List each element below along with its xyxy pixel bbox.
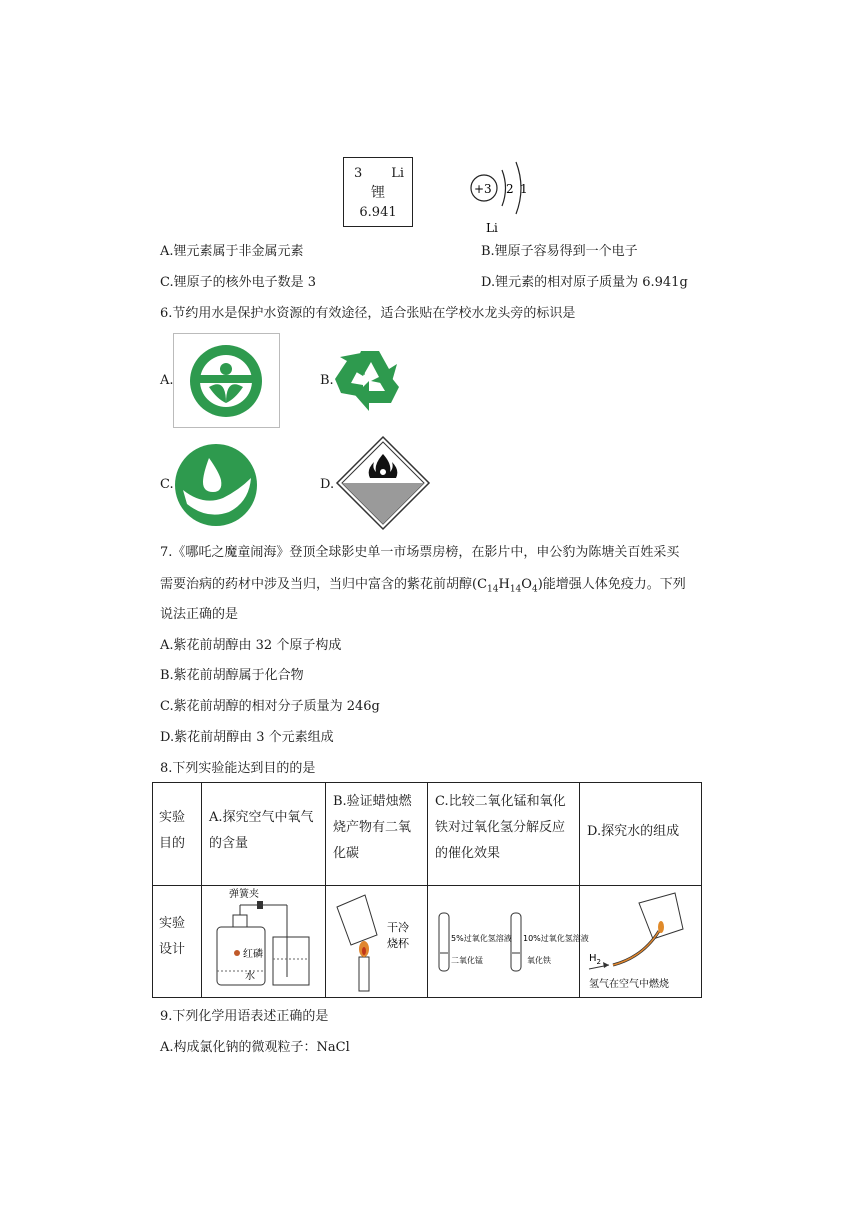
q5-option-d: D.锂元素的相对原子质量为 6.941g	[481, 275, 688, 290]
purpose-d: D.探究水的组成	[587, 824, 680, 839]
shell2-count: 1	[520, 182, 528, 196]
experiment-table	[152, 782, 702, 998]
label-h2o2-5: 5%过氧化氢溶液	[451, 934, 512, 943]
shell1-count: 2	[506, 182, 514, 196]
label-mno2: 二氧化锰	[451, 956, 483, 965]
q9-stem: 9.下列化学用语表述正确的是	[160, 1009, 329, 1024]
label-h2o2-10: 10%过氧化氢溶液	[523, 934, 589, 943]
q7-option-d: D.紫花前胡醇由 3 个元素组成	[160, 730, 334, 745]
purpose-b: B.验证蜡烛燃烧产物有二氧化碳	[333, 794, 412, 861]
q5-option-c: C.锂原子的核外电子数是 3	[160, 275, 317, 290]
q7-option-b: B.紫花前胡醇属于化合物	[160, 668, 304, 683]
element-name: 锂	[371, 185, 385, 201]
label-cold-beaker-1: 干冷	[387, 921, 409, 934]
atom-label: Li	[486, 221, 498, 235]
label-spring-clamp: 弹簧夹	[229, 889, 259, 900]
element-symbol: Li	[391, 166, 404, 181]
q9-option-a: A.构成氯化钠的微观粒子：NaCl	[160, 1040, 350, 1055]
q7-stem-line2: 需要治病的药材中涉及当归，当归中富含的紫花前胡醇$(C_{14}H_{14}O_4)$能增强人体免疫力。下列	[160, 577, 686, 595]
shell-arc-1	[502, 170, 506, 206]
apparatus-c-diagram	[431, 887, 589, 995]
q6-stem: 6.节约用水是保护水资源的有效途径，适合张贴在学校水龙头旁的标识是	[160, 306, 576, 321]
nucleus-charge: +3	[474, 182, 492, 196]
apparatus-d-diagram	[583, 887, 701, 995]
element-card	[343, 157, 413, 227]
label-fe2o3: 氧化铁	[527, 956, 551, 965]
q7-stem-line1: 7.《哪吒之魔童闹海》登顶全球影史单一市场票房榜，在影片中，申公豹为陈塘关百姓采买	[160, 545, 680, 560]
atomic-mass: 6.941	[359, 205, 397, 220]
q7-option-c: C.紫花前胡醇的相对分子质量为 246g	[160, 699, 380, 714]
purpose-a: A.探究空气中氧气的含量	[209, 810, 314, 851]
atom-structure-diagram	[462, 158, 542, 238]
purpose-c: C.比较二氧化锰和氧化铁对过氧化氢分解反应的催化效果	[435, 794, 566, 861]
row-head-design: 实验设计	[159, 916, 186, 957]
atomic-number: 3	[354, 166, 363, 181]
green-food-sign-icon	[173, 333, 280, 428]
label-red-phosphorus: 红磷	[243, 949, 263, 960]
q8-stem: 8.下列实验能达到目的的是	[160, 761, 316, 776]
q6-label-c: C.	[160, 477, 174, 492]
q7-stem-line3: 说法正确的是	[160, 607, 239, 622]
label-h2: $H_2$	[589, 953, 601, 966]
recycle-sign-icon	[333, 345, 407, 415]
flammable-sign-icon	[336, 436, 430, 530]
q6-label-a: A.	[160, 373, 174, 388]
apparatus-b-diagram	[329, 887, 425, 995]
q5-option-a: A.锂元素属于非金属元素	[160, 244, 304, 259]
label-water: 水	[245, 971, 255, 982]
row-head-purpose: 实验目的	[159, 810, 186, 851]
q7-option-a: A.紫花前胡醇由 32 个原子构成	[160, 638, 342, 653]
q5-option-b: B.锂原子容易得到一个电子	[481, 244, 638, 259]
q6-label-b: B.	[320, 373, 334, 388]
q6-label-d: D.	[320, 477, 335, 492]
label-cold-beaker-2: 烧杯	[387, 937, 409, 950]
label-h2-burning: 氢气在空气中燃烧	[589, 979, 669, 990]
water-saving-sign-icon	[173, 442, 259, 528]
apparatus-a-diagram	[203, 887, 323, 995]
